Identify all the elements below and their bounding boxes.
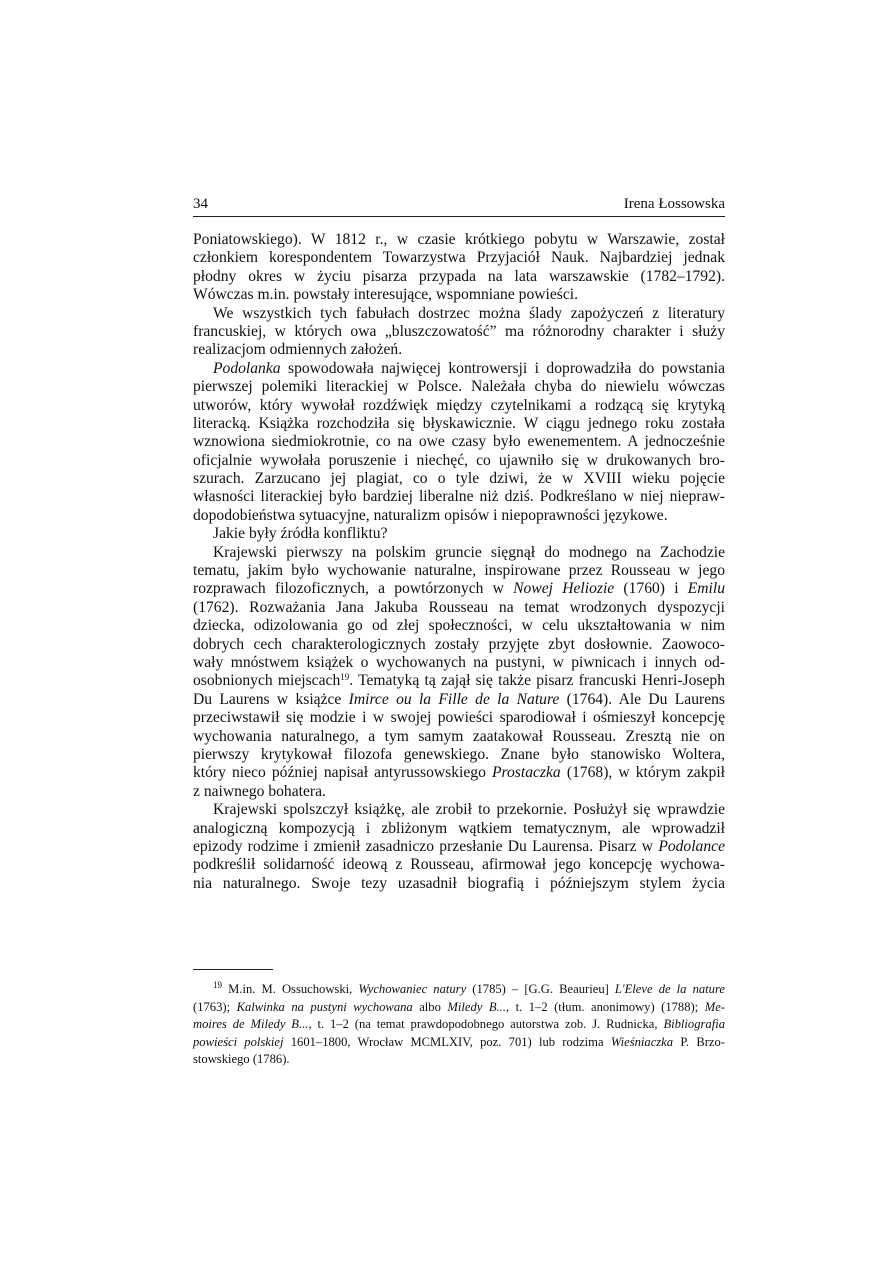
text-line: Podolanka spowodowała najwięcej kontrowersji i doprowadziła do powstania — [213, 359, 725, 377]
text-line: dobrych cech charakterologicznych zostały przyjęte zbyt dosłownie. Zaowoco- — [193, 635, 725, 653]
text-line: tematu, jakim było wychowanie naturalne, inspirowane przez Rousseau w jego — [193, 562, 725, 580]
italic-title: Wieśniaczka — [610, 1034, 674, 1049]
text-line: dziecka, odizolowania go od złej społeczności, w celu ukształtowania w nim — [193, 617, 725, 635]
running-header — [193, 194, 725, 217]
text-line: podkreślił solidarność ideową z Rousseau, afirmował jego koncepcję wychowa- — [193, 856, 725, 874]
text-line: wznowiona siedmiokrotnie, co na owe czasy było ewenementem. A jednocześnie — [193, 433, 725, 451]
text-line: We wszystkich tych fabułach dostrzec można ślady zapożyczeń z literatury — [213, 304, 725, 322]
italic-title: Bibliografia — [663, 1017, 726, 1032]
paragraph — [193, 305, 725, 360]
italic-title: Podolance — [658, 837, 725, 855]
text-line: płodny okres w życiu pisarza przypada na lata warszawskie (1782–1792). — [193, 267, 725, 285]
paragraph — [193, 544, 725, 801]
italic-title: moires de Miledy B... — [193, 1017, 309, 1032]
text-line: Krajewski spolszczył książkę, ale zrobił to przekornie. Posłużył się wprawdzie — [213, 801, 725, 819]
italic-title: Podolanka — [213, 359, 281, 377]
paragraph — [193, 360, 725, 526]
text-line: wały mnóstwem książek o wychowanych na pustyni, w piwnicach i innych od- — [193, 653, 725, 671]
text-line: nia naturalnego. Swoje tezy uzasadnił biografią i późniejszym stylem życia — [193, 874, 725, 892]
text-line: analogiczną kompozycją i zbliżonym wątkiem tematycznym, ale wprowadził — [193, 819, 725, 837]
paragraph — [193, 231, 725, 305]
italic-title: L'Eleve de la nature — [614, 982, 725, 996]
text-line: (1762). Rozważania Jana Jakuba Rousseau na temat wrodzonych dyspozycji — [193, 598, 725, 616]
text-line: pierwszy krytykował filozofa genewskiego. Znane było stanowisko Woltera, — [193, 745, 725, 763]
footnote-separator — [193, 969, 273, 970]
running-head-author: Irena Łossowska — [623, 196, 725, 212]
text-line: przeciwstawił się modzie i w swojej powieści sparodiował i ośmieszył koncepcję — [193, 709, 725, 727]
text-line: epizody rodzime i zmienił zasadniczo przesłanie Du Laurensa. Pisarz w Podolance — [193, 837, 725, 855]
text-line: członkiem korespondentem Towarzystwa Przyjaciół Nauk. Najbardziej jednak — [193, 249, 725, 267]
footnote-line: $^{19}$ M.in. M. Ossuchowski, Wychowaniec natury (1785) – [G.G. Beaurieu] L'Eleve de la nature — [213, 980, 725, 996]
italic-title: Kalwinka na pustyni wychowana — [236, 999, 413, 1014]
italic-title: Miledy B... — [447, 999, 506, 1014]
page-number: 34 — [193, 196, 208, 212]
italic-title: Wychowaniec natury — [358, 982, 467, 996]
italic-title: Prostaczka — [492, 764, 561, 782]
text-line: Du Laurens w książce Imirce ou la Fille de la Nature (1764). Ale Du Laurens — [193, 690, 725, 708]
footnote-line: stowskiego (1786). — [193, 1052, 290, 1067]
text-line: pierwszej polemiki literackiej w Polsce. Należała chyba do niewielu wówczas — [193, 378, 725, 396]
text-line: z naiwnego bohatera. — [193, 782, 326, 800]
text-line: rozprawach filozoficznych, a powtórzonych w Nowej Heliozie (1760) i Emilu — [193, 580, 726, 598]
footnote — [193, 981, 725, 1069]
paragraph — [193, 525, 725, 543]
text-line: literacką. Książka rozchodziła się błyskawicznie. W ciągu jednego roku została — [193, 414, 725, 432]
text-line: oficjalnie wywołała poruszenie i niechęć, co ujawniło się w drukowanych bro- — [193, 451, 725, 469]
text-line: Jakie były źródła konfliktu? — [213, 525, 388, 543]
footnote-reference: 19 — [340, 672, 350, 683]
text-line: realizacjom odmiennych założeń. — [193, 341, 403, 359]
footnote-line: powieści polskiej 1601–1800, Wrocław MCMLXIV, poz. 701) lub rodzima Wieśniaczka P. Brzo- — [193, 1034, 725, 1049]
text-line: Wówczas m.in. powstały interesujące, wspomniane powieści. — [193, 286, 578, 304]
text-line: francuskiej, w których owa „bluszczowatość” ma różnorodny charakter i służy — [193, 322, 725, 340]
text-line: który nieco później napisał antyrussowskiego Prostaczka (1768), w którym zakpił — [193, 764, 725, 782]
italic-title: Emilu — [687, 580, 726, 598]
italic-title: Nowej Heliozie — [513, 580, 615, 598]
footnote-reference: 19 — [213, 980, 222, 990]
footnote-line: moires de Miledy B..., t. 1–2 (na temat prawdopodobnego autorstwa zob. J. Rudnicka, Bibliografia — [193, 1017, 726, 1032]
footnote-line: (1763); Kalwinka na pustyni wychowana albo Miledy B..., t. 1–2 (tłum. anonimowy) (1788); Me- — [193, 999, 725, 1014]
text-line: dopodobieństwa sytuacyjne, naturalizm opisów i niepoprawności językowe. — [193, 506, 668, 524]
text-line: wychowania naturalnego, a tym samym zaatakował Rousseau. Zresztą nie on — [193, 727, 725, 745]
italic-title: Imirce ou la Fille de la Nature — [348, 690, 560, 708]
text-line: Krajewski pierwszy na polskim gruncie sięgnął do modnego na Zachodzie — [213, 543, 725, 561]
text-line: Poniatowskiego). W 1812 r., w czasie krótkiego pobytu w Warszawie, został — [193, 231, 725, 248]
body-text — [193, 231, 725, 893]
paragraph — [193, 801, 725, 893]
text-line: szurach. Zarzucano jej plagiat, co o tyle dziwi, że w XVIII wieku pojęcie — [193, 470, 725, 488]
italic-title: Me- — [704, 999, 725, 1014]
text-line: własności literackiej było bardziej liberalne niż dziś. Podkreślano w niej niepraw- — [193, 488, 725, 506]
text-line: osobnionych miejscach$^{19}$. Tematyką tą zajął się także pisarz francuski Henri-Joseph — [193, 672, 725, 690]
italic-title: powieści polskiej — [193, 1034, 284, 1049]
text-line: utworów, który wywołał rozdźwięk między czytelnikami a rodzącą się krytyką — [193, 396, 725, 414]
